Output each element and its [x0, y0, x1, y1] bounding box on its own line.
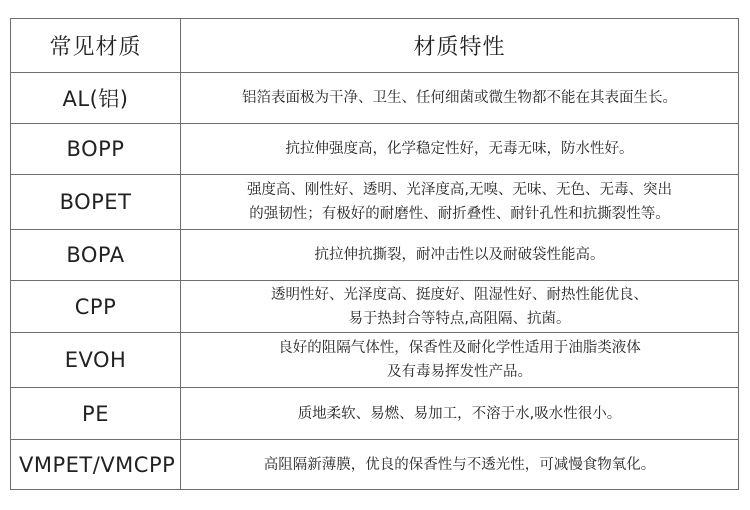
table-row	[11, 175, 739, 230]
table-row	[11, 73, 739, 124]
property-cell	[181, 124, 739, 175]
property-line: 质地柔软、易燃、易加工，不溶于水,吸水性很小。	[297, 405, 622, 422]
table-row	[11, 333, 739, 388]
property-line: 良好的阻隔气体性，保香性及耐化学性适用于油脂类液体	[278, 340, 641, 356]
property-line: 及有毒易挥发性产品。	[387, 364, 532, 380]
property-line: 铝箔表面极为干净、卫生、任何细菌或微生物都不能在其表面生长。	[242, 90, 677, 106]
table-row	[11, 230, 739, 281]
property-line: 强度高、刚性好、透明、光泽度高,无嗅、无味、无色、无毒、突出	[246, 182, 673, 198]
property-line: 的强韧性；有极好的耐磨性、耐折叠性、耐针孔性和抗撕裂性等。	[249, 206, 670, 222]
property-line: 易于热封合等特点,高阻隔、抗菌。	[348, 310, 571, 327]
table-row	[11, 124, 739, 175]
table-row	[11, 281, 739, 333]
property-cell	[181, 333, 739, 388]
table-row	[11, 440, 739, 490]
material-cell: PE	[11, 388, 181, 440]
property-line: 抗拉伸抗撕裂，耐冲击性以及耐破袋性能高。	[314, 247, 605, 263]
property-line: 高阻隔新薄膜，优良的保香性与不透光性，可减慢食物氧化。	[263, 456, 656, 473]
material-cell: BOPA	[11, 230, 181, 281]
header-material: 常见材质	[11, 19, 181, 73]
table-row	[11, 388, 739, 440]
material-cell: BOPP	[11, 124, 181, 175]
property-line: 抗拉伸强度高，化学稳定性好，无毒无味，防水性好。	[285, 141, 634, 157]
material-cell: EVOH	[11, 333, 181, 388]
property-cell	[181, 175, 739, 230]
property-cell	[181, 281, 739, 333]
property-cell	[181, 440, 739, 490]
property-cell	[181, 230, 739, 281]
property-cell	[181, 73, 739, 124]
table-header-row	[11, 19, 739, 73]
header-properties: 材质特性	[181, 19, 739, 73]
material-cell: VMPET/VMCPP	[11, 440, 181, 490]
property-line: 透明性好、光泽度高、挺度好、阻湿性好、耐热性能优良、	[271, 286, 648, 303]
materials-table	[10, 18, 739, 490]
property-cell	[181, 388, 739, 440]
material-cell: CPP	[11, 281, 181, 333]
material-cell: AL(铝)	[11, 73, 181, 124]
material-cell: BOPET	[11, 175, 181, 230]
